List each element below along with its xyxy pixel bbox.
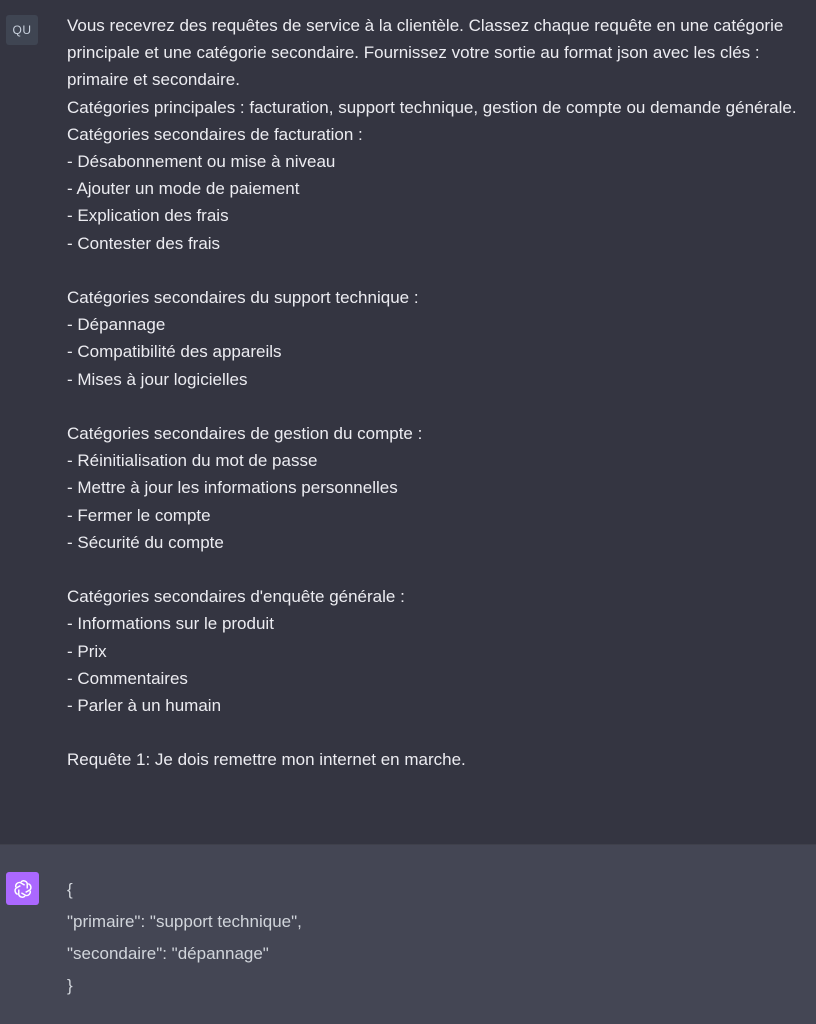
user-avatar-label: QU (12, 23, 32, 37)
list-item: - Commentaires (67, 668, 188, 688)
list-item: - Compatibilité des appareils (67, 342, 282, 362)
user-message-text (67, 12, 812, 774)
list-item: - Contester des frais (67, 233, 221, 253)
json-line: "primaire": "support technique", (67, 912, 302, 931)
list-item: - Désabonnement ou mise à niveau (67, 152, 336, 172)
list-item: - Réinitialisation du mot de passe (67, 451, 318, 471)
assistant-response-json (67, 874, 302, 1002)
assistant-avatar (6, 872, 39, 905)
list-item: - Parler à un humain (67, 696, 222, 716)
tech-support-heading: Catégories secondaires du support technique : (67, 288, 419, 308)
list-item: - Informations sur le produit (67, 614, 274, 634)
prompt-intro: Vous recevrez des requêtes de service à la clientèle. Classez chaque requête en une catégorie principale et une catégorie secondaire. Fournissez votre sortie au format json avec les clés : primaire et secondaire. (67, 16, 784, 90)
list-item: - Mises à jour logicielles (67, 369, 248, 389)
billing-heading: Catégories secondaires de facturation : (67, 124, 363, 144)
user-avatar (6, 15, 38, 45)
list-item: - Dépannage (67, 315, 166, 335)
query-line: Requête 1: Je dois remettre mon internet en marche. (67, 750, 466, 770)
account-heading: Catégories secondaires de gestion du compte : (67, 424, 423, 444)
list-item: - Sécurité du compte (67, 532, 224, 552)
list-item: - Ajouter un mode de paiement (67, 179, 300, 199)
list-item: - Fermer le compte (67, 505, 211, 525)
list-item: - Mettre à jour les informations personnelles (67, 478, 398, 498)
openai-logo-icon (12, 878, 34, 900)
general-heading: Catégories secondaires d'enquête générale : (67, 587, 405, 607)
primary-categories-line: Catégories principales : facturation, support technique, gestion de compte ou demande générale. (67, 97, 797, 117)
list-item: - Prix (67, 641, 107, 661)
list-item: - Explication des frais (67, 206, 229, 226)
json-line: "secondaire": "dépannage" (67, 944, 269, 963)
json-line: { (67, 880, 73, 899)
json-line: } (67, 976, 73, 995)
